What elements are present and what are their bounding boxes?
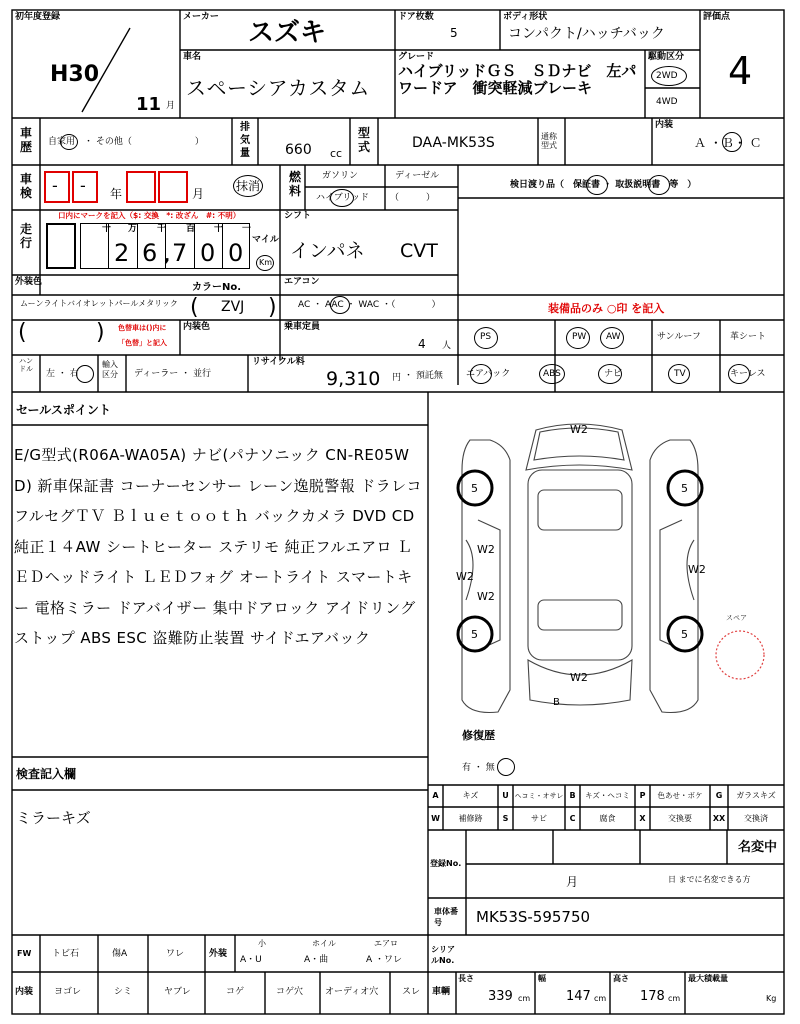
era-year: H30: [50, 62, 100, 87]
exterior-label: 外装: [209, 949, 228, 959]
legend-s-text: サビ: [531, 814, 547, 823]
handle: 左 ・ 右: [46, 369, 79, 379]
unit-ichi: 一: [242, 224, 252, 234]
interior-label: 内装: [655, 120, 674, 130]
fuel-diesel: ディーゼル: [395, 171, 440, 181]
reg-month: 11: [136, 94, 162, 115]
int-yabure: ヤブレ: [164, 987, 191, 997]
displacement-label: 排気量: [240, 122, 250, 159]
int-shimi: シミ: [114, 987, 133, 997]
insp-year-unit: 年: [110, 187, 123, 201]
int-audio-hole: オーディオ穴: [325, 987, 379, 997]
color-no-label: カラーNo.: [192, 282, 242, 293]
ext-small-value: A・U: [240, 955, 262, 965]
mileage-digit-5: 0: [228, 239, 244, 267]
insp-dash-2: -: [80, 176, 86, 195]
legend-w: W: [431, 814, 440, 823]
mileage-digit-3: 7: [172, 239, 188, 267]
reg-month-unit-2: 月: [566, 875, 579, 889]
maker-label: メーカー: [183, 12, 219, 22]
insp-month-box-1: [126, 171, 156, 203]
first-reg-label: 初年度登録: [15, 12, 61, 22]
mark-roof-front: W2: [570, 423, 588, 436]
interior-b-circle: [722, 132, 742, 152]
ac-aac-circle: [330, 296, 350, 314]
equip-pw: PW: [572, 332, 587, 342]
drive-label: 駆動区分: [648, 52, 685, 62]
equip-pw-circle: [566, 327, 590, 349]
doors: 5: [450, 26, 458, 40]
legend-x: X: [639, 814, 646, 823]
legend-a-text: キズ: [462, 791, 479, 800]
height-label: 高さ: [613, 974, 629, 983]
docs-text: 検日渡り品（ 保証書 ・ 取扱説明書 等 ）: [510, 180, 697, 190]
vin-label: 車体番号: [434, 907, 458, 927]
model-label: 型式: [357, 126, 370, 154]
equip-aw-circle: [600, 327, 624, 349]
height: 178: [640, 989, 665, 1004]
equip-abs-circle: [539, 364, 565, 384]
sales-title: セールスポイント: [16, 403, 111, 417]
equip-ps: PS: [480, 332, 492, 342]
displacement-unit: cc: [330, 147, 343, 160]
recycle-unit: 円: [392, 373, 402, 383]
mileage-label: 走行: [19, 222, 32, 250]
mark-left-rear: W2: [477, 590, 495, 603]
mileage-box-0: [46, 223, 76, 269]
equip-airbag: エアバック: [466, 369, 511, 379]
unit-mile: マイル: [252, 235, 279, 245]
unit-man: 万: [128, 224, 138, 234]
unit-km-circle: [256, 255, 274, 271]
grade-label: グレード: [398, 52, 435, 62]
fw-kizu: 傷A: [112, 949, 128, 959]
mileage-sep-2: [137, 223, 138, 269]
drive-4wd: 4WD: [656, 97, 678, 107]
spare-label: スペア: [726, 614, 747, 622]
car-name: スペーシアカスタム: [186, 76, 370, 100]
recycle-fee: 9,310: [326, 368, 381, 390]
equip-keyless: キーレス: [730, 369, 766, 379]
length-label: 長さ: [458, 974, 474, 983]
handle-right-circle: [76, 365, 94, 383]
inspection-text: ミラーキズ: [16, 809, 91, 827]
mileage-comma: ,: [164, 246, 171, 265]
legend-b-text: キズ・ヘコミ: [585, 791, 630, 800]
mark-right-side: W2: [688, 563, 706, 576]
legend-w-text: 補修跡: [458, 814, 483, 823]
repair-value: 有 ・ 無: [462, 763, 495, 773]
mark-wheel-rl: 5: [471, 628, 478, 641]
vin-value: MK53S-595750: [476, 908, 591, 926]
mileage-note: 口内にマークを記入（$: 交換 *: 改ざん #: 不明）: [58, 211, 241, 220]
width-unit: cm: [594, 994, 607, 1003]
fw-ware: ワレ: [166, 949, 185, 959]
import-label: 輸入区分: [102, 360, 118, 379]
ext-small-label: 小: [258, 939, 266, 948]
fuel-other: （ ）: [390, 193, 436, 203]
drive-2wd: 2WD: [656, 71, 678, 81]
legend-c: C: [569, 814, 576, 823]
recycle-label: リサイクル料: [252, 357, 305, 367]
reg-day-text: 日 までに名変できる方: [668, 875, 751, 884]
docs-manual-circle: [648, 175, 670, 195]
capacity: 4: [418, 337, 426, 351]
capacity-label: 乗車定員: [284, 322, 321, 332]
interior-grades: Ａ ・Ｂ・ Ｃ: [694, 136, 762, 150]
body-label: ボディ形状: [503, 12, 548, 22]
docs-warranty-circle: [586, 175, 608, 195]
reg-month-unit: 月: [166, 101, 176, 111]
int-paren-open: (: [18, 320, 27, 345]
vehicle-damage-diagram: [458, 424, 764, 713]
unit-km: Km: [259, 258, 273, 267]
ext-color-label: 外装色: [15, 277, 43, 287]
load-unit: Kg: [766, 994, 777, 1003]
aero-label: エアロ: [374, 939, 398, 948]
equip-title: 装備品のみ ○印 を記入: [548, 302, 665, 315]
int-color-label: 内装色: [183, 322, 211, 332]
fuel-hybrid: ハイブリッド: [316, 193, 370, 203]
displacement: 660: [285, 142, 312, 158]
body-type: コンパクト/ハッチバック: [508, 26, 665, 42]
sales-text: E/G型式(R06A-WA05A) ナビ(パナソニック CN-RE05WD) 新車保証書 コーナーセンサー レーン逸脱警報 ドラレコ フルセグＴＶ Ｂｌｕｅｔｏｏｔｈ バックカメラ DVD CD 純正１４AW シートヒーター ステリモ 純正フルエアロ ＬＥＤヘッドライト ＬＥＤフォグ オートライト スマートキー 電格ミラー ドアバイザー 集中ドアロック アイドリングストップ ABS ESC 盗難防止装置 サイドエアバック: [14, 446, 422, 647]
history: 自家用 ・ その他（ ）: [48, 137, 204, 147]
insp-month-unit: 月: [192, 187, 205, 201]
equip-aw: AW: [606, 332, 621, 342]
equip-navi: ナビ: [604, 369, 623, 379]
unit-sen: 千: [157, 224, 167, 234]
capacity-unit: 人: [442, 341, 452, 351]
legend-u: U: [502, 791, 509, 800]
ac-label: エアコン: [284, 277, 320, 287]
mark-wheel-fl: 5: [471, 482, 478, 495]
int-sure: スレ: [402, 987, 421, 997]
legend-g-text: ガラスキズ: [736, 791, 776, 800]
mark-left-front: W2: [477, 543, 495, 556]
import: ディーラー ・ 並行: [134, 369, 212, 379]
legend-xx: XX: [712, 814, 726, 823]
size-label: 車輌: [432, 987, 451, 997]
repair-none-circle: [497, 758, 515, 776]
doors-label: ドア枚数: [398, 12, 434, 22]
maker: スズキ: [248, 18, 327, 48]
equip-keyless-circle: [728, 364, 750, 384]
mark-rear-bumper: B: [553, 697, 560, 708]
legend-c-text: 腐食: [599, 814, 616, 823]
height-unit: cm: [668, 994, 681, 1003]
fuel-hybrid-circle: [330, 189, 354, 207]
legend-p: P: [639, 791, 646, 800]
load-label: 最大積載量: [688, 974, 728, 983]
int-paren-close: ): [96, 320, 105, 345]
legend-b: B: [569, 791, 576, 800]
color-paren-open: (: [190, 295, 199, 320]
equip-tv: TV: [674, 369, 686, 379]
insp-month-box-2: [158, 171, 188, 203]
equip-abs: ABS: [543, 369, 561, 379]
int-label: 内装: [15, 987, 34, 997]
equip-leather: 革シート: [730, 332, 767, 342]
car-name-label: 車名: [183, 52, 202, 62]
serial-label: シリアルNo.: [431, 945, 455, 965]
repair-label: 修復歴: [462, 729, 495, 742]
legend-g: G: [715, 791, 723, 800]
mileage-digit-2: 6: [142, 239, 158, 267]
unit-juu: 十: [214, 224, 224, 234]
int-yogore: ヨゴレ: [54, 987, 82, 997]
fw-tobiishi: トビ石: [52, 949, 80, 959]
ac-options: AC ・ AAC ・ WAC ・（ ）: [298, 300, 441, 310]
int-kogeana: コゲ穴: [276, 987, 304, 997]
name-change: 名変中: [738, 840, 778, 855]
shift-label: シフト: [284, 211, 312, 221]
mark-wheel-fr: 5: [681, 482, 688, 495]
ext-color: ムーンライトバイオレットパールメタリック: [20, 299, 178, 308]
common-model-label: 通称型式: [541, 132, 557, 150]
massho-circle: [233, 175, 263, 197]
color-paren-close: ): [268, 295, 277, 320]
history-label: 車歴: [19, 126, 32, 154]
length: 339: [488, 989, 513, 1004]
recycle-deposit: ・ 預託無: [404, 371, 443, 381]
insp-dash-1: -: [52, 176, 58, 195]
legend-s: S: [502, 814, 509, 823]
unit-ten-man: 十: [102, 224, 112, 234]
grade: ハイブリッドＧＳ ＳＤナビ 左パワードア 衝突軽減ブレーキ: [398, 62, 637, 97]
wheel-value: A・曲: [304, 955, 329, 965]
shift-position: インパネ: [290, 240, 365, 262]
mark-rear: W2: [570, 671, 588, 684]
inspection-label: 車検: [19, 172, 32, 200]
legend-u-text: ヘコミ・オサレ: [514, 792, 564, 800]
mark-wheel-rr: 5: [681, 628, 688, 641]
score: 4: [728, 49, 753, 93]
fuel-label: 燃料: [288, 170, 301, 198]
color-change-note-1: 色替車は()内に: [118, 324, 167, 332]
drive-2wd-circle: [651, 66, 687, 86]
equip-tv-circle: [668, 364, 690, 384]
equip-ps-circle: [474, 327, 498, 349]
equip-navi-circle: [598, 364, 622, 384]
mileage-digit-4: 0: [200, 239, 216, 267]
fuel-gasoline: ガソリン: [322, 171, 359, 181]
unit-hyaku: 百: [186, 224, 196, 234]
width-label: 幅: [538, 974, 546, 983]
int-koge: コゲ: [226, 987, 245, 997]
legend-a: A: [432, 791, 439, 800]
mileage-digit-1: 2: [114, 239, 130, 267]
wheel-label: ホイル: [312, 939, 336, 948]
fw-label: FW: [17, 949, 32, 958]
color-no: ZVJ: [221, 299, 245, 315]
massho: 抹消: [236, 179, 261, 193]
model: DAA-MK53S: [412, 135, 495, 151]
aero-value: A ・ワレ: [366, 955, 403, 965]
width: 147: [566, 989, 591, 1004]
handle-label: ハンドル: [19, 357, 33, 373]
color-change-note-2: 「色替」と記入: [118, 339, 167, 347]
inspection-title: 検査記入欄: [16, 767, 77, 781]
legend-x-text: 交換要: [668, 814, 692, 823]
legend-xx-text: 交換済: [744, 814, 768, 823]
history-circle: [60, 134, 78, 150]
score-label: 評価点: [703, 12, 731, 22]
legend-p-text: 色あせ・ボケ: [657, 791, 703, 800]
reg-label: 登録No.: [430, 859, 462, 868]
equip-sunroof: サンルーフ: [657, 332, 701, 342]
shift-type: CVT: [400, 240, 438, 262]
equip-airbag-circle: [470, 364, 492, 384]
mark-left-side: W2: [456, 570, 474, 583]
length-unit: cm: [518, 994, 531, 1003]
